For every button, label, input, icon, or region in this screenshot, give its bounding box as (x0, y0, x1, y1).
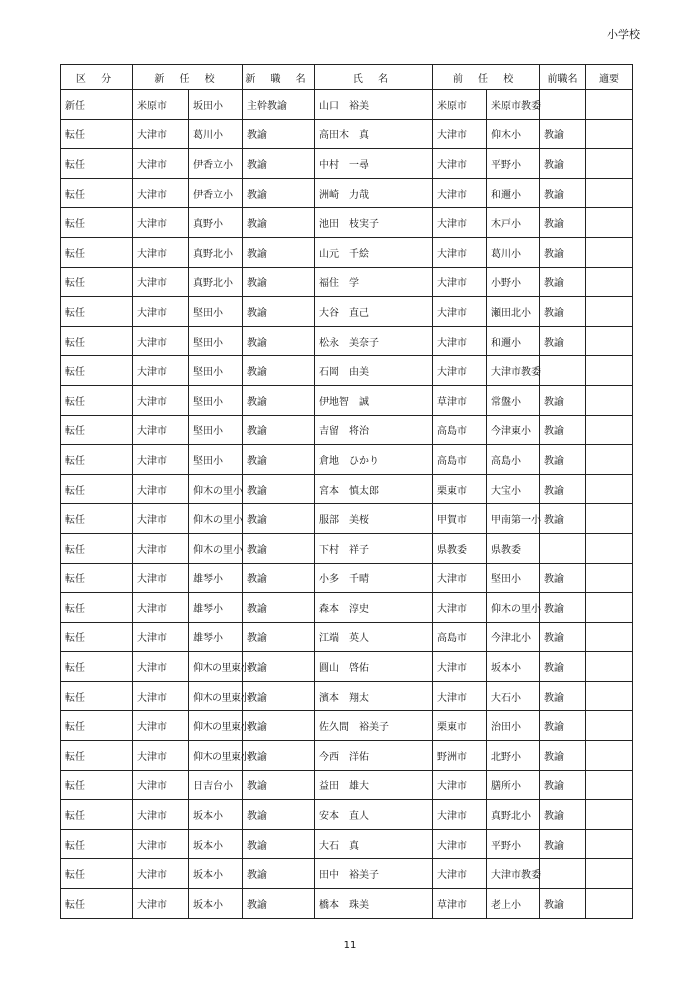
new-school-cell: 雄琴小 (189, 563, 243, 593)
header-new-school: 新 任 校 (133, 65, 243, 90)
previous-school-cell: 常盤小 (487, 385, 540, 415)
previous-position-cell: 教諭 (540, 889, 586, 919)
new-city-cell: 大津市 (133, 474, 189, 504)
new-position-cell: 教諭 (243, 237, 315, 267)
name-cell: 圓山 啓佑 (315, 652, 433, 682)
name-cell: 松永 美奈子 (315, 326, 433, 356)
previous-city-cell: 高島市 (433, 622, 487, 652)
previous-city-cell: 大津市 (433, 800, 487, 830)
table-row (61, 889, 633, 919)
category-cell: 転任 (61, 889, 133, 919)
new-city-cell: 大津市 (133, 297, 189, 327)
previous-city-cell: 大津市 (433, 681, 487, 711)
previous-school-cell: 今津東小 (487, 415, 540, 445)
previous-city-cell: 県教委 (433, 533, 487, 563)
category-cell: 転任 (61, 474, 133, 504)
name-cell: 中村 一尋 (315, 149, 433, 179)
table-row (61, 208, 633, 238)
remarks-cell (586, 889, 633, 919)
previous-city-cell: 甲賀市 (433, 504, 487, 534)
previous-position-cell: 教諭 (540, 178, 586, 208)
previous-school-cell: 和邇小 (487, 178, 540, 208)
remarks-cell (586, 800, 633, 830)
category-cell: 転任 (61, 356, 133, 386)
new-position-cell: 教諭 (243, 622, 315, 652)
table-row (61, 800, 633, 830)
previous-city-cell: 大津市 (433, 652, 487, 682)
name-cell: 益田 雄大 (315, 770, 433, 800)
new-city-cell: 大津市 (133, 563, 189, 593)
name-cell: 濱本 翔太 (315, 681, 433, 711)
previous-position-cell (540, 356, 586, 386)
page-number: 11 (343, 940, 357, 951)
previous-position-cell: 教諭 (540, 267, 586, 297)
new-school-cell: 仰木の里東小 (189, 652, 243, 682)
name-cell: 石岡 由美 (315, 356, 433, 386)
previous-position-cell (540, 859, 586, 889)
table-row (61, 415, 633, 445)
remarks-cell (586, 297, 633, 327)
remarks-cell (586, 741, 633, 771)
previous-school-cell: 高島小 (487, 445, 540, 475)
table-row (61, 711, 633, 741)
remarks-cell (586, 652, 633, 682)
category-cell: 転任 (61, 267, 133, 297)
previous-school-cell: 大石小 (487, 681, 540, 711)
new-position-cell: 教諭 (243, 385, 315, 415)
previous-city-cell: 大津市 (433, 859, 487, 889)
category-cell: 転任 (61, 326, 133, 356)
name-cell: 江端 英人 (315, 622, 433, 652)
previous-school-cell: 仰木小 (487, 119, 540, 149)
name-cell: 宮本 慎太郎 (315, 474, 433, 504)
previous-city-cell: 野洲市 (433, 741, 487, 771)
previous-position-cell: 教諭 (540, 770, 586, 800)
previous-school-cell: 北野小 (487, 741, 540, 771)
remarks-cell (586, 356, 633, 386)
new-school-cell: 伊香立小 (189, 149, 243, 179)
category-cell: 転任 (61, 385, 133, 415)
name-cell: 森本 淳史 (315, 593, 433, 623)
new-position-cell: 教諭 (243, 178, 315, 208)
previous-position-cell: 教諭 (540, 800, 586, 830)
previous-school-cell: 真野北小 (487, 800, 540, 830)
new-school-cell: 坂田小 (189, 90, 243, 120)
previous-city-cell: 草津市 (433, 385, 487, 415)
previous-city-cell: 米原市 (433, 90, 487, 120)
new-school-cell: 仰木の里東小 (189, 711, 243, 741)
previous-position-cell: 教諭 (540, 474, 586, 504)
new-city-cell: 大津市 (133, 445, 189, 475)
new-city-cell: 大津市 (133, 711, 189, 741)
category-cell: 転任 (61, 149, 133, 179)
previous-city-cell: 大津市 (433, 149, 487, 179)
new-school-cell: 仰木の里東小 (189, 681, 243, 711)
new-position-cell: 教諭 (243, 415, 315, 445)
table-row (61, 237, 633, 267)
new-school-cell: 坂本小 (189, 829, 243, 859)
category-cell: 転任 (61, 652, 133, 682)
school-level-label: 小学校 (607, 28, 640, 41)
name-cell: 服部 美桜 (315, 504, 433, 534)
remarks-cell (586, 415, 633, 445)
category-cell: 転任 (61, 711, 133, 741)
table-row (61, 445, 633, 475)
previous-city-cell: 大津市 (433, 237, 487, 267)
table-row (61, 622, 633, 652)
new-position-cell: 教諭 (243, 149, 315, 179)
new-city-cell: 大津市 (133, 385, 189, 415)
category-cell: 転任 (61, 297, 133, 327)
new-school-cell: 堅田小 (189, 415, 243, 445)
category-cell: 転任 (61, 859, 133, 889)
new-school-cell: 堅田小 (189, 356, 243, 386)
remarks-cell (586, 119, 633, 149)
category-cell: 転任 (61, 445, 133, 475)
category-cell: 転任 (61, 770, 133, 800)
new-city-cell: 大津市 (133, 178, 189, 208)
name-cell: 高田木 真 (315, 119, 433, 149)
previous-school-cell: 坂本小 (487, 652, 540, 682)
personnel-table (60, 64, 633, 919)
new-position-cell: 教諭 (243, 119, 315, 149)
new-city-cell: 大津市 (133, 326, 189, 356)
previous-city-cell: 大津市 (433, 563, 487, 593)
previous-position-cell: 教諭 (540, 415, 586, 445)
header-category: 区 分 (61, 65, 133, 90)
new-city-cell: 大津市 (133, 149, 189, 179)
table-row (61, 770, 633, 800)
new-position-cell: 教諭 (243, 208, 315, 238)
new-school-cell: 真野北小 (189, 267, 243, 297)
previous-position-cell: 教諭 (540, 681, 586, 711)
new-city-cell: 大津市 (133, 622, 189, 652)
new-school-cell: 坂本小 (189, 859, 243, 889)
new-city-cell: 大津市 (133, 119, 189, 149)
category-cell: 転任 (61, 504, 133, 534)
category-cell: 転任 (61, 533, 133, 563)
remarks-cell (586, 208, 633, 238)
name-cell: 洲崎 力哉 (315, 178, 433, 208)
name-cell: 大石 真 (315, 829, 433, 859)
previous-position-cell: 教諭 (540, 652, 586, 682)
new-city-cell: 大津市 (133, 356, 189, 386)
category-cell: 転任 (61, 119, 133, 149)
previous-city-cell: 大津市 (433, 119, 487, 149)
name-cell: 福住 学 (315, 267, 433, 297)
previous-school-cell: 和邇小 (487, 326, 540, 356)
new-school-cell: 仰木の里小 (189, 504, 243, 534)
previous-city-cell: 大津市 (433, 178, 487, 208)
previous-position-cell: 教諭 (540, 829, 586, 859)
new-city-cell: 大津市 (133, 800, 189, 830)
name-cell: 倉地 ひかり (315, 445, 433, 475)
new-position-cell: 教諭 (243, 474, 315, 504)
table-row (61, 178, 633, 208)
table-row (61, 741, 633, 771)
previous-city-cell: 大津市 (433, 297, 487, 327)
name-cell: 山元 千絵 (315, 237, 433, 267)
previous-position-cell: 教諭 (540, 119, 586, 149)
category-cell: 転任 (61, 563, 133, 593)
new-position-cell: 教諭 (243, 445, 315, 475)
previous-school-cell: 葛川小 (487, 237, 540, 267)
previous-school-cell: 米原市教委 (487, 90, 540, 120)
table-row (61, 297, 633, 327)
table-row (61, 533, 633, 563)
previous-city-cell: 大津市 (433, 593, 487, 623)
previous-school-cell: 県教委 (487, 533, 540, 563)
new-city-cell: 大津市 (133, 237, 189, 267)
new-city-cell: 米原市 (133, 90, 189, 120)
header-previous-position: 前職名 (540, 65, 586, 90)
remarks-cell (586, 504, 633, 534)
table-row (61, 681, 633, 711)
new-city-cell: 大津市 (133, 415, 189, 445)
remarks-cell (586, 178, 633, 208)
remarks-cell (586, 563, 633, 593)
remarks-cell (586, 770, 633, 800)
new-school-cell: 伊香立小 (189, 178, 243, 208)
table-row (61, 267, 633, 297)
table-row (61, 385, 633, 415)
table-row (61, 563, 633, 593)
table-row (61, 119, 633, 149)
new-position-cell: 教諭 (243, 800, 315, 830)
previous-city-cell: 大津市 (433, 356, 487, 386)
table-row (61, 326, 633, 356)
table-row (61, 829, 633, 859)
remarks-cell (586, 90, 633, 120)
remarks-cell (586, 326, 633, 356)
category-cell: 転任 (61, 593, 133, 623)
new-city-cell: 大津市 (133, 859, 189, 889)
previous-position-cell: 教諭 (540, 208, 586, 238)
previous-school-cell: 瀬田北小 (487, 297, 540, 327)
category-cell: 転任 (61, 800, 133, 830)
previous-position-cell: 教諭 (540, 593, 586, 623)
new-position-cell: 教諭 (243, 533, 315, 563)
table-row (61, 90, 633, 120)
previous-school-cell: 大津市教委 (487, 859, 540, 889)
previous-position-cell: 教諭 (540, 149, 586, 179)
category-cell: 転任 (61, 178, 133, 208)
new-school-cell: 仰木の里小 (189, 474, 243, 504)
new-position-cell: 教諭 (243, 326, 315, 356)
new-school-cell: 堅田小 (189, 297, 243, 327)
remarks-cell (586, 681, 633, 711)
name-cell: 今西 洋佑 (315, 741, 433, 771)
table-row (61, 504, 633, 534)
new-position-cell: 教諭 (243, 859, 315, 889)
previous-school-cell: 大津市教委 (487, 356, 540, 386)
new-position-cell: 教諭 (243, 652, 315, 682)
previous-school-cell: 堅田小 (487, 563, 540, 593)
new-school-cell: 堅田小 (189, 385, 243, 415)
previous-city-cell: 草津市 (433, 889, 487, 919)
header-new-position: 新 職 名 (243, 65, 315, 90)
new-position-cell: 教諭 (243, 889, 315, 919)
previous-city-cell: 高島市 (433, 415, 487, 445)
previous-city-cell: 高島市 (433, 445, 487, 475)
previous-position-cell: 教諭 (540, 563, 586, 593)
remarks-cell (586, 829, 633, 859)
new-city-cell: 大津市 (133, 267, 189, 297)
previous-school-cell: 治田小 (487, 711, 540, 741)
name-cell: 田中 裕美子 (315, 859, 433, 889)
table-row (61, 356, 633, 386)
previous-school-cell: 甲南第一小 (487, 504, 540, 534)
table-row (61, 652, 633, 682)
header-name: 氏 名 (315, 65, 433, 90)
remarks-cell (586, 711, 633, 741)
new-city-cell: 大津市 (133, 652, 189, 682)
remarks-cell (586, 237, 633, 267)
new-city-cell: 大津市 (133, 889, 189, 919)
previous-position-cell: 教諭 (540, 622, 586, 652)
name-cell: 橋本 珠美 (315, 889, 433, 919)
table-header-row (61, 65, 633, 90)
new-city-cell: 大津市 (133, 741, 189, 771)
previous-city-cell: 栗東市 (433, 711, 487, 741)
remarks-cell (586, 267, 633, 297)
new-position-cell: 主幹教諭 (243, 90, 315, 120)
name-cell: 吉留 将治 (315, 415, 433, 445)
new-school-cell: 雄琴小 (189, 622, 243, 652)
new-school-cell: 葛川小 (189, 119, 243, 149)
remarks-cell (586, 385, 633, 415)
name-cell: 大谷 直己 (315, 297, 433, 327)
new-position-cell: 教諭 (243, 267, 315, 297)
name-cell: 伊地智 誠 (315, 385, 433, 415)
new-city-cell: 大津市 (133, 770, 189, 800)
previous-school-cell: 老上小 (487, 889, 540, 919)
category-cell: 転任 (61, 829, 133, 859)
name-cell: 下村 祥子 (315, 533, 433, 563)
header-previous-school: 前 任 校 (433, 65, 540, 90)
new-position-cell: 教諭 (243, 741, 315, 771)
previous-city-cell: 大津市 (433, 326, 487, 356)
new-school-cell: 堅田小 (189, 445, 243, 475)
previous-city-cell: 大津市 (433, 829, 487, 859)
remarks-cell (586, 593, 633, 623)
name-cell: 佐久間 裕美子 (315, 711, 433, 741)
previous-position-cell: 教諭 (540, 504, 586, 534)
new-city-cell: 大津市 (133, 681, 189, 711)
table-row (61, 593, 633, 623)
previous-position-cell: 教諭 (540, 741, 586, 771)
remarks-cell (586, 474, 633, 504)
previous-school-cell: 膳所小 (487, 770, 540, 800)
previous-school-cell: 平野小 (487, 829, 540, 859)
new-city-cell: 大津市 (133, 504, 189, 534)
new-school-cell: 坂本小 (189, 889, 243, 919)
name-cell: 池田 枝実子 (315, 208, 433, 238)
new-school-cell: 仰木の里小 (189, 533, 243, 563)
new-position-cell: 教諭 (243, 504, 315, 534)
remarks-cell (586, 622, 633, 652)
new-school-cell: 堅田小 (189, 326, 243, 356)
new-position-cell: 教諭 (243, 593, 315, 623)
table-row (61, 859, 633, 889)
category-cell: 転任 (61, 208, 133, 238)
category-cell: 転任 (61, 741, 133, 771)
previous-school-cell: 仰木の里小 (487, 593, 540, 623)
category-cell: 転任 (61, 622, 133, 652)
name-cell: 山口 裕美 (315, 90, 433, 120)
category-cell: 転任 (61, 237, 133, 267)
previous-position-cell: 教諭 (540, 326, 586, 356)
category-cell: 転任 (61, 415, 133, 445)
new-school-cell: 雄琴小 (189, 593, 243, 623)
new-school-cell: 日吉台小 (189, 770, 243, 800)
new-position-cell: 教諭 (243, 563, 315, 593)
new-school-cell: 真野小 (189, 208, 243, 238)
remarks-cell (586, 445, 633, 475)
table-row (61, 149, 633, 179)
previous-position-cell (540, 533, 586, 563)
previous-city-cell: 栗東市 (433, 474, 487, 504)
previous-city-cell: 大津市 (433, 208, 487, 238)
previous-position-cell: 教諭 (540, 445, 586, 475)
previous-school-cell: 今津北小 (487, 622, 540, 652)
previous-school-cell: 平野小 (487, 149, 540, 179)
name-cell: 安本 直人 (315, 800, 433, 830)
new-city-cell: 大津市 (133, 593, 189, 623)
previous-position-cell (540, 90, 586, 120)
new-city-cell: 大津市 (133, 829, 189, 859)
previous-school-cell: 小野小 (487, 267, 540, 297)
new-position-cell: 教諭 (243, 711, 315, 741)
remarks-cell (586, 859, 633, 889)
previous-position-cell: 教諭 (540, 237, 586, 267)
remarks-cell (586, 149, 633, 179)
new-school-cell: 真野北小 (189, 237, 243, 267)
previous-school-cell: 木戸小 (487, 208, 540, 238)
new-position-cell: 教諭 (243, 297, 315, 327)
new-position-cell: 教諭 (243, 770, 315, 800)
previous-position-cell: 教諭 (540, 297, 586, 327)
previous-school-cell: 大宝小 (487, 474, 540, 504)
header-remarks: 適要 (586, 65, 633, 90)
table-body (61, 90, 633, 919)
new-city-cell: 大津市 (133, 208, 189, 238)
new-school-cell: 坂本小 (189, 800, 243, 830)
category-cell: 転任 (61, 681, 133, 711)
previous-city-cell: 大津市 (433, 267, 487, 297)
previous-position-cell: 教諭 (540, 711, 586, 741)
new-position-cell: 教諭 (243, 829, 315, 859)
category-cell: 新任 (61, 90, 133, 120)
new-position-cell: 教諭 (243, 356, 315, 386)
new-city-cell: 大津市 (133, 533, 189, 563)
previous-position-cell: 教諭 (540, 385, 586, 415)
new-position-cell: 教諭 (243, 681, 315, 711)
table-row (61, 474, 633, 504)
previous-city-cell: 大津市 (433, 770, 487, 800)
remarks-cell (586, 533, 633, 563)
name-cell: 小多 千晴 (315, 563, 433, 593)
new-school-cell: 仰木の里東小 (189, 741, 243, 771)
